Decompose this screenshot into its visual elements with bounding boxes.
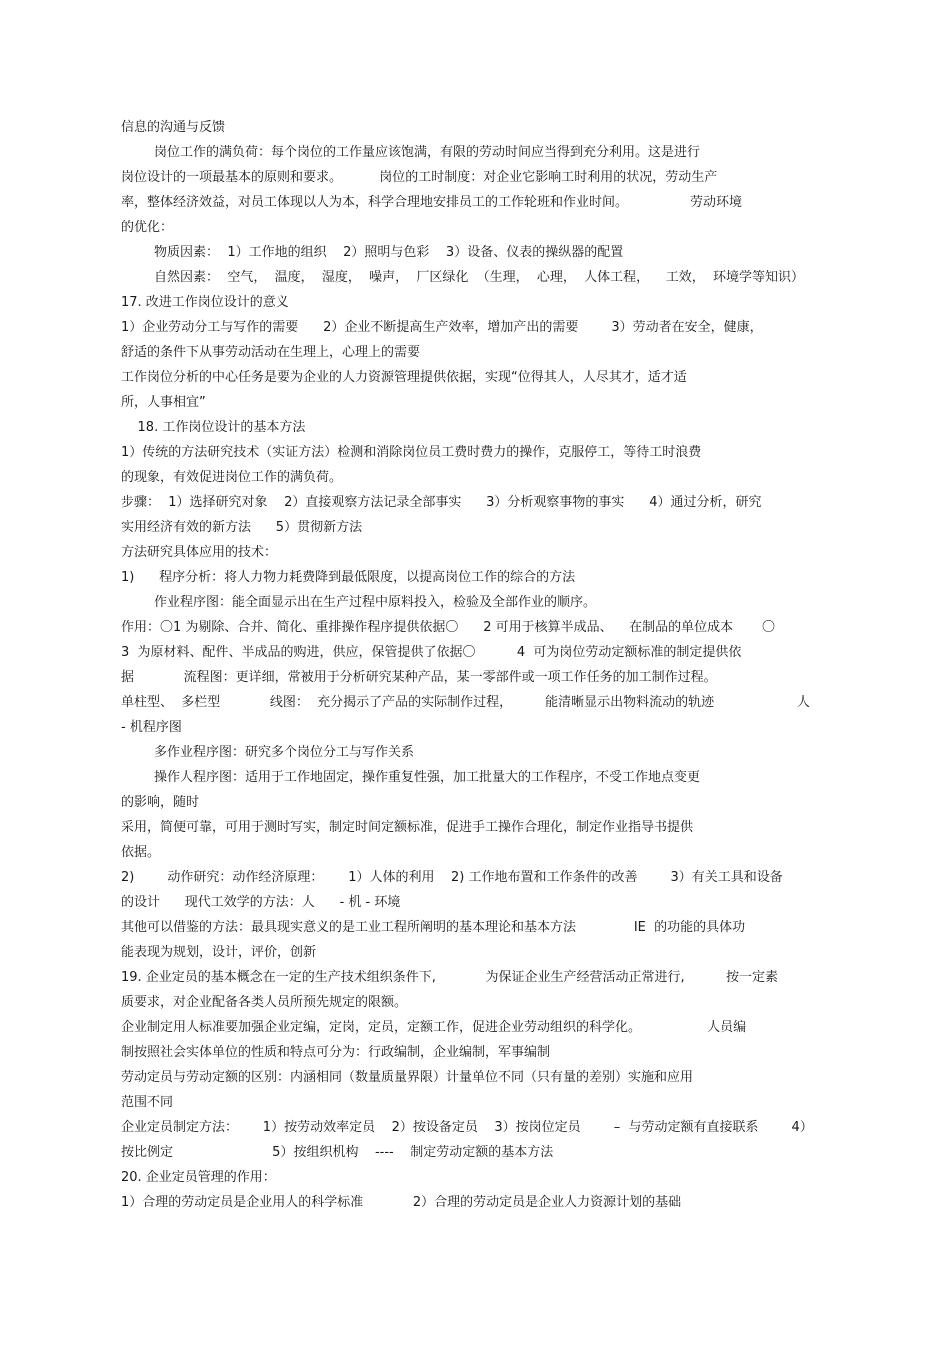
- text-line: 的设计 现代工效学的方法：人 - 机 - 环境: [121, 895, 401, 910]
- text-line: 岗位设计的一项最基本的原则和要求。 岗位的工时制度：对企业它影响工时利用的状况，劳动生产: [121, 170, 718, 185]
- text-line: 作业程序图：能全面显示出在生产过程中原料投入，检验及全部作业的顺序。: [121, 595, 597, 610]
- text-line: 1) 程序分析：将人力物力耗费降到最低限度，以提高岗位工作的综合的方法: [121, 570, 576, 585]
- text-line: 步骤： 1）选择研究对象 2）直接观察方法记录全部事实 3）分析观察事物的事实 4）通过分析，研究: [121, 495, 762, 510]
- text-line: 1）传统的方法研究技术（实证方法）检测和消除岗位员工费时费力的操作，克服停工，等待工时浪费: [121, 445, 702, 460]
- text-line: 所，人事相宜”: [121, 395, 206, 410]
- text-line: 采用，简便可靠，可用于测时写实，制定时间定额标准，促进手工操作合理化，制定作业指导书提供: [121, 820, 694, 835]
- text-line: 1）企业劳动分工与写作的需要 2）企业不断提高生产效率，增加产出的需要 3）劳动者在安全，健康，: [121, 320, 763, 335]
- text-line: 的优化：: [121, 220, 174, 235]
- text-line: 信息的沟通与反馈: [121, 120, 226, 135]
- text-line: 舒适的条件下从事劳动活动在生理上，心理上的需要: [121, 345, 421, 360]
- text-line: 据 流程图：更详细，常被用于分析研究某种产品，某一零部件或一项工作任务的加工制作过程。: [121, 670, 717, 685]
- text-line: 1）合理的劳动定员是企业用人的科学标准 2）合理的劳动定员是企业人力资源计划的基础: [121, 1195, 682, 1210]
- section-heading: 17. 改进工作岗位设计的意义: [121, 295, 289, 310]
- text-line: 操作人程序图：适用于工作地固定，操作重复性强，加工批量大的工作程序，不受工作地点变更: [121, 770, 701, 785]
- text-line: 其他可以借鉴的方法：最具现实意义的是工业工程所阐明的基本理论和基本方法 IE 的功能的具体功: [121, 920, 746, 935]
- text-line: 企业定员制定方法： 1）按劳动效率定员 2）按设备定员 3）按岗位定员 – 与劳动定额有直接联系 4）: [121, 1120, 813, 1135]
- text-line: - 机程序图: [121, 720, 182, 735]
- text-line: 多作业程序图：研究多个岗位分工与写作关系: [121, 745, 415, 760]
- text-line: 物质因素： 1）工作地的组织 2）照明与色彩 3）设备、仪表的操纵器的配置: [121, 245, 624, 260]
- text-line: 实用经济有效的新方法 5）贯彻新方法: [121, 520, 363, 535]
- text-line: 范围不同: [121, 1095, 174, 1110]
- text-line: 方法研究具体应用的技术：: [121, 545, 278, 560]
- text-line: 企业制定用人标准要加强企业定编，定岗，定员，定额工作，促进企业劳动组织的科学化。 人员编: [121, 1020, 747, 1035]
- text-line: 岗位工作的满负荷：每个岗位的工作量应该饱满，有限的劳动时间应当得到充分利用。这是进行: [121, 145, 701, 160]
- text-line: 按比例定 5）按组织机构 ---- 制定劳动定额的基本方法: [121, 1145, 554, 1160]
- text-line: 作用：〇1 为剔除、合并、简化、重排操作程序提供依据〇 2 可用于核算半成品、 在制品的单位成本 〇: [121, 620, 776, 635]
- text-line: 的影响，随时: [121, 795, 200, 810]
- text-line: 的现象，有效促进岗位工作的满负荷。: [121, 470, 343, 485]
- text-line: 劳动定员与劳动定额的区别：内涵相同（数量质量界限）计量单位不同（只有量的差别）实施和应用: [121, 1070, 694, 1085]
- section-heading: 20. 企业定员管理的作用：: [121, 1170, 276, 1185]
- text-line: 依据。: [121, 845, 161, 860]
- text-line: 质要求，对企业配备各类人员所预先规定的限额。: [121, 995, 408, 1010]
- text-line: 工作岗位分析的中心任务是要为企业的人力资源管理提供依据，实现“位得其人，人尽其才，适才适: [121, 370, 687, 385]
- text-line: 制按照社会实体单位的性质和特点可分为：行政编制，企业编制，军事编制: [121, 1045, 551, 1060]
- section-heading: 19. 企业定员的基本概念在一定的生产技术组织条件下, 为保证企业生产经营活动正常进行, 按一定素: [121, 970, 778, 985]
- text-line: 单柱型、 多栏型 线图： 充分揭示了产品的实际制作过程， 能清晰显示出物料流动的轨迹 人: [121, 695, 810, 710]
- text-line: 3 为原材料、配件、半成品的购进，供应，保管提供了依据〇 4 可为岗位劳动定额标准的制定提供依: [121, 645, 742, 660]
- section-heading: 18. 工作岗位设计的基本方法: [121, 420, 306, 435]
- text-line: 率，整体经济效益，对员工体现以人为本，科学合理地安排员工的工作轮班和作业时间。 劳动环境: [121, 195, 742, 210]
- text-line: 2) 动作研究：动作经济原理： 1）人体的利用 2) 工作地布置和工作条件的改善 3）有关工具和设备: [121, 870, 783, 885]
- text-line: 能表现为规划，设计，评价，创新: [121, 945, 317, 960]
- text-line: 自然因素： 空气， 温度， 湿度， 噪声， 厂区绿化 （生理， 心理， 人体工程， 工效， 环境学等知识）: [121, 270, 804, 285]
